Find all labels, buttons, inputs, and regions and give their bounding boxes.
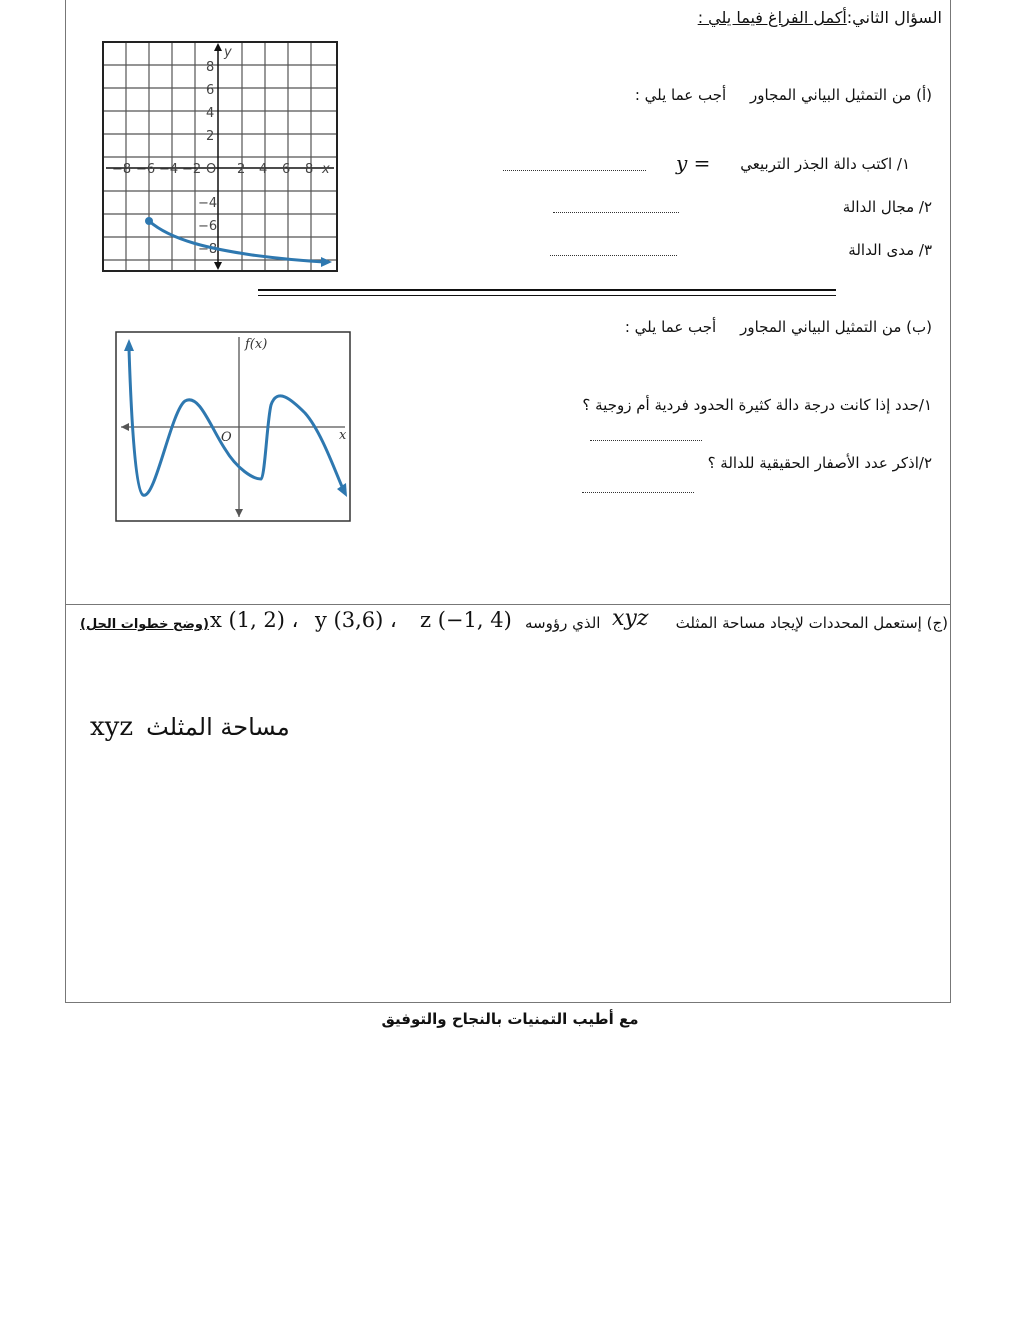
area-var: xyz bbox=[90, 712, 134, 742]
sqrt-curve-start-point bbox=[145, 217, 153, 225]
x-tick-m2: −2 bbox=[182, 162, 202, 177]
part-c-marker: (ج) bbox=[926, 614, 948, 632]
x-tick-6: 6 bbox=[282, 162, 291, 177]
part-c-instruction: إستعمل المحددات لإيجاد مساحة المثلث bbox=[675, 614, 922, 632]
vertices-label: الذي رؤوسه bbox=[525, 614, 601, 632]
part-b-intro-text: من التمثيل البياني المجاور bbox=[740, 318, 902, 336]
x-tick-m8: −8 bbox=[112, 162, 132, 177]
point-z: z (−1, 4) bbox=[420, 608, 512, 632]
part-c-text bbox=[676, 614, 948, 632]
answer-blank-b1[interactable] bbox=[590, 440, 702, 441]
question-title bbox=[698, 8, 942, 27]
part-a-intro-text: من التمثيل البياني المجاور bbox=[750, 86, 912, 104]
sqrt-function-graph bbox=[102, 41, 338, 272]
question-title-main: السؤال الثاني: bbox=[846, 8, 942, 27]
part-a-intro-suffix: أجب عما يلي : bbox=[634, 86, 727, 104]
area-label: مساحة المثلث bbox=[146, 713, 290, 741]
x-tick-m4: −4 bbox=[159, 162, 179, 177]
graph-b-f-label: f(x) bbox=[245, 337, 268, 352]
answer-blank-a1[interactable] bbox=[503, 170, 646, 171]
double-divider bbox=[258, 289, 836, 296]
part-b-q1: ١/حدد إذا كانت درجة دالة كثيرة الحدود فردية أم زوجية ؟ bbox=[582, 396, 932, 414]
y-tick-m4: −4 bbox=[198, 196, 218, 211]
y-tick-m6: −6 bbox=[198, 219, 218, 234]
section-divider bbox=[65, 604, 951, 605]
origin-label: O bbox=[206, 162, 217, 177]
triangle-name: xyz bbox=[612, 606, 649, 631]
part-a-marker: (أ) bbox=[916, 86, 932, 104]
x-axis-label: x bbox=[322, 162, 330, 177]
polynomial-function-graph bbox=[115, 331, 351, 522]
graph-b-x-label: x bbox=[339, 428, 347, 443]
part-a-q3: ٣/ مدى الدالة bbox=[848, 241, 932, 259]
y-tick-2: 2 bbox=[206, 129, 215, 144]
answer-blank-b2[interactable] bbox=[582, 492, 694, 493]
question-title-sub: أكمل الفراغ فيما يلي : bbox=[697, 8, 847, 27]
y-tick-4: 4 bbox=[206, 106, 215, 121]
solution-steps-note: (وضح خطوات الحل) bbox=[80, 617, 209, 632]
x-tick-m6: −6 bbox=[136, 162, 156, 177]
footer-wishes: مع أطيب التمنيات بالنجاح والتوفيق bbox=[381, 1010, 639, 1028]
x-tick-8: 8 bbox=[305, 162, 314, 177]
x-tick-4: 4 bbox=[259, 162, 268, 177]
part-a-q1-equation: y = bbox=[676, 151, 711, 175]
graph-b-origin-label: O bbox=[221, 430, 232, 445]
part-a-q2: ٢/ مجال الدالة bbox=[842, 198, 932, 216]
point-x: x (1, 2) ، bbox=[210, 608, 299, 632]
area-label-row bbox=[90, 712, 290, 742]
part-a-intro bbox=[635, 86, 932, 104]
x-tick-2: 2 bbox=[237, 162, 246, 177]
part-b-marker: (ب) bbox=[906, 318, 932, 336]
y-tick-6: 6 bbox=[206, 83, 215, 98]
answer-blank-a2[interactable] bbox=[553, 212, 679, 213]
y-axis-label: y bbox=[224, 45, 232, 60]
y-tick-m8: −8 bbox=[198, 242, 218, 257]
part-b-intro-suffix: أجب عما يلي : bbox=[624, 318, 717, 336]
y-tick-8: 8 bbox=[206, 60, 215, 75]
part-a-q1: ١/ اكتب دالة الجذر التربيعي bbox=[740, 155, 910, 173]
part-b-intro bbox=[625, 318, 932, 336]
part-b-q2: ٢/اذكر عدد الأصفار الحقيقية للدالة ؟ bbox=[707, 454, 932, 472]
answer-blank-a3[interactable] bbox=[550, 255, 677, 256]
point-y: y (3,6) ، bbox=[315, 608, 397, 632]
